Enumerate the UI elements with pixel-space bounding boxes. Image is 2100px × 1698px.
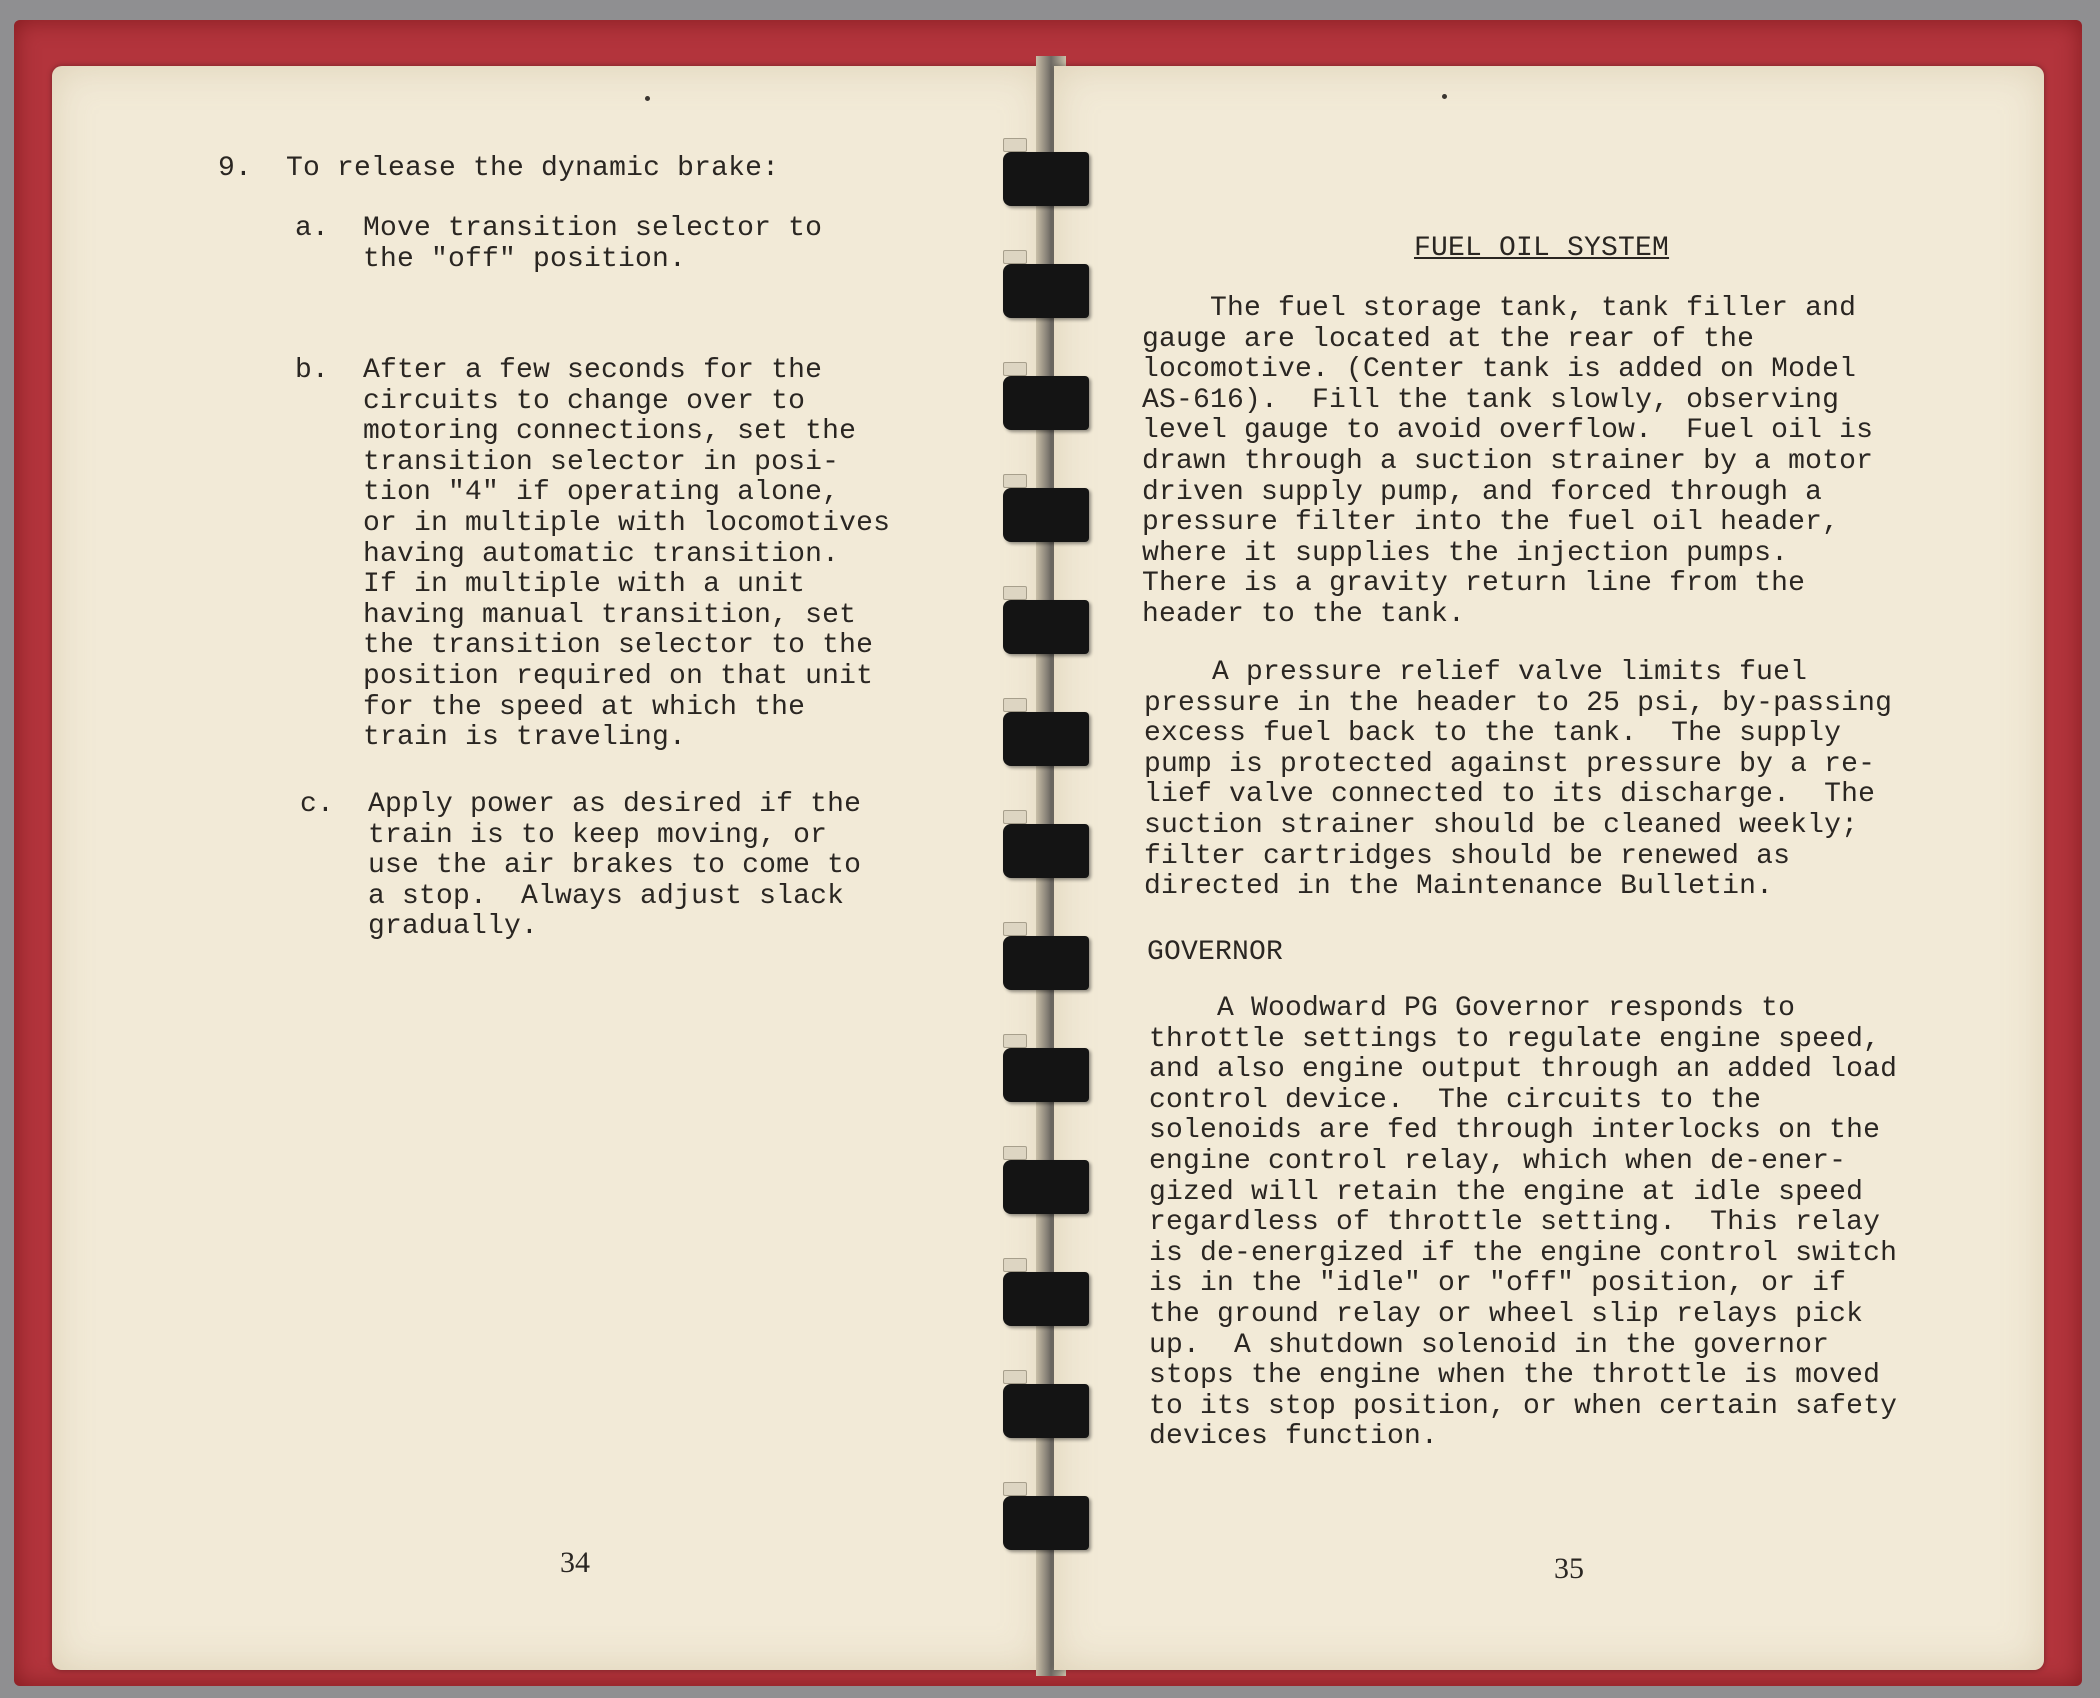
spiral-binding-coil [1003,1384,1089,1438]
spiral-binding-coil [1003,1048,1089,1102]
spiral-binding-coil [1003,824,1089,878]
fuel-oil-paragraph-2: A pressure relief valve limits fuel pressure in the header to 25 psi, by-passing excess fuel back to the tank. The supply pump is protected against pressure by a re- lief valve connected to its discharge. The suction strainer should be cleaned weekly; filter cartridges should be renewed as directed in the Maintenance Bulletin. [1144,657,1893,903]
spiral-binding-coil [1003,600,1089,654]
spiral-binding-coil [1003,936,1089,990]
page-number-right: 35 [1554,1552,1584,1585]
item-9c-text: c. Apply power as desired if the train is to keep moving, or use the air brakes to come to a stop. Always adjust slack gradually. [300,789,862,943]
paper-speck [1442,94,1447,99]
fuel-oil-paragraph-1: The fuel storage tank, tank filler and gauge are located at the rear of the locomotive. (Center tank is added on Model AS-616). Fill the tank slowly, observing level gauge to avoid overflow. Fuel oil is drawn through a suction strainer by a motor driven supply pump, and forced through a pressure filter into the fuel oil header, where it supplies the injection pumps. There is a gravity return line from the header to the tank. [1142,293,1874,630]
governor-heading: GOVERNOR [1147,937,1284,968]
spiral-binding-coil [1003,264,1089,318]
spiral-binding-coil [1003,376,1089,430]
item-9-heading: 9. To release the dynamic brake: [218,153,780,184]
spiral-binding-coil [1003,712,1089,766]
item-9a-text: a. Move transition selector to the "off" position. [295,213,823,275]
page-number-left: 34 [560,1546,590,1579]
spiral-binding-coil [1003,1272,1089,1326]
fuel-oil-system-title: FUEL OIL SYSTEM [1414,233,1670,264]
paper-speck [645,96,650,101]
spiral-binding-coil [1003,152,1089,206]
governor-paragraph: A Woodward PG Governor responds to throttle settings to regulate engine speed, and also engine output through an added load control device. The circuits to the solenoids are fed through interlocks on the engine control relay, which when de-ener- gized will retain the engine at idle speed regardless of throttle setting. This relay is de-energized if the engine control switch is in the "idle" or "off" position, or if the ground relay or wheel slip relays pick up. A shutdown solenoid in the governor stops the engine when the throttle is moved to its stop position, or when certain safety devices function. [1149,993,1898,1453]
left-page [52,66,1044,1670]
spiral-binding-coil [1003,1160,1089,1214]
item-9b-text: b. After a few seconds for the circuits to change over to motoring connections, set the transition selector in posi- tion "4" if operating alone, or in multiple with locomotives having automatic transition. If in multiple with a unit having manual transition, set the transition selector to the position required on that unit for the speed at which the train is traveling. [295,355,891,754]
right-page [1054,66,2044,1670]
spiral-binding-coil [1003,488,1089,542]
spiral-binding-coil [1003,1496,1089,1550]
